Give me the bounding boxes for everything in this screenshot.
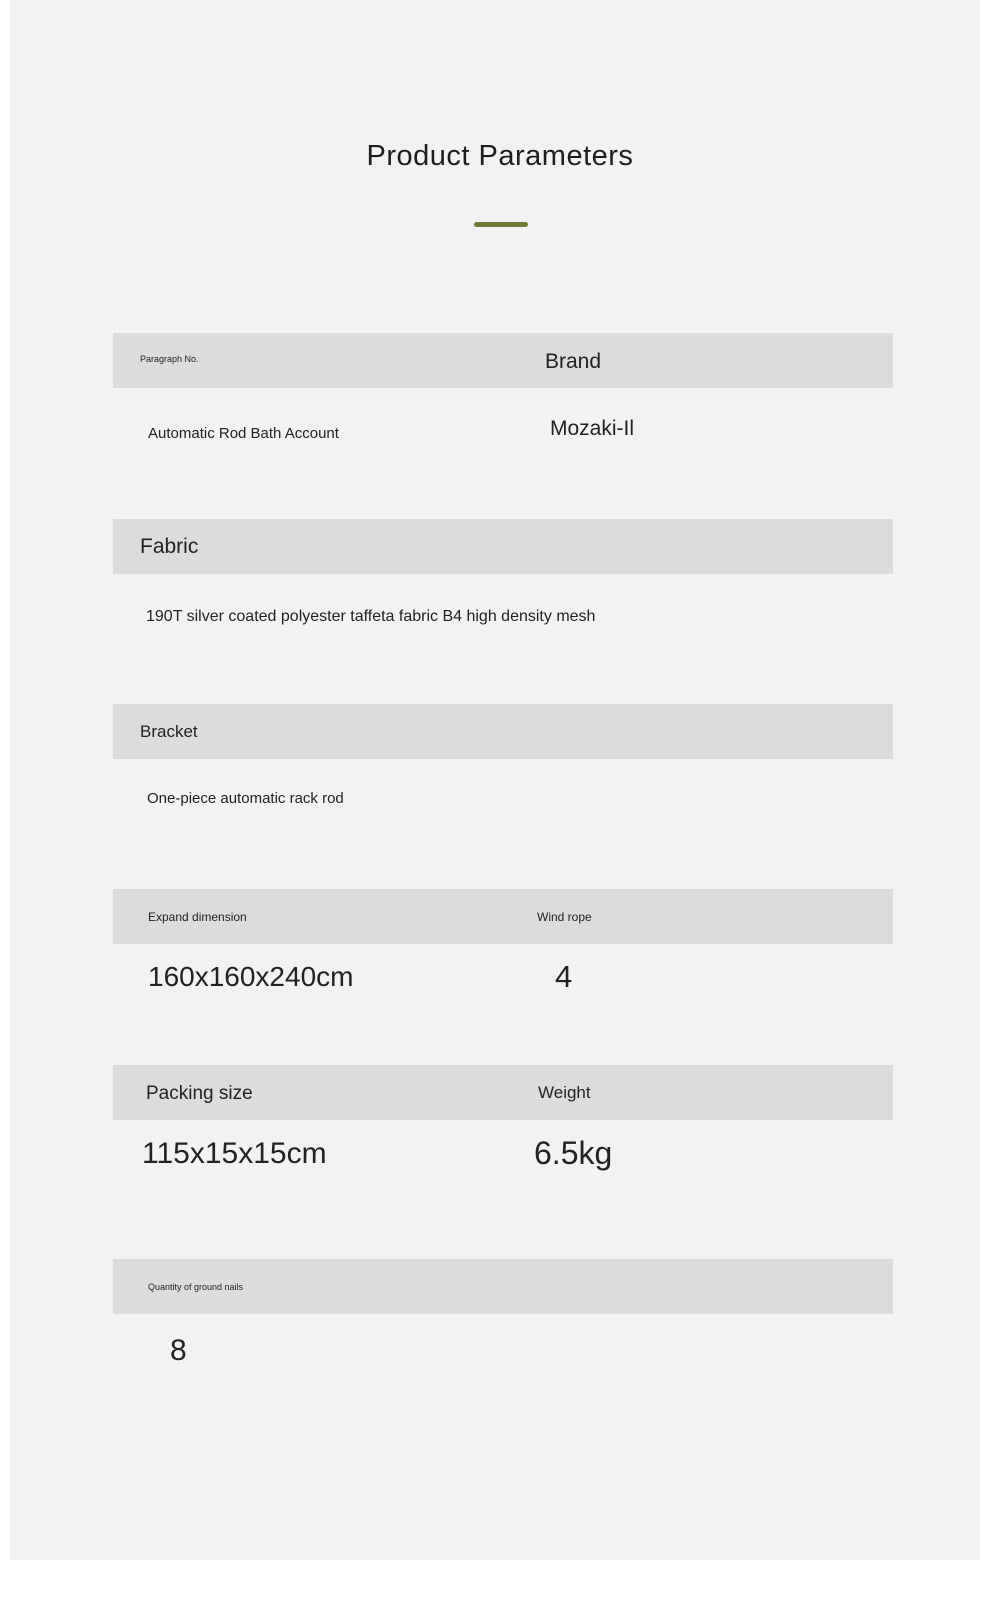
- fabric-value: 190T silver coated polyester taffeta fabric B4 high density mesh: [146, 608, 596, 625]
- weight-label: Weight: [538, 1083, 591, 1102]
- packing-size-label: Packing size: [146, 1083, 253, 1104]
- expand-dimension-value: 160x160x240cm: [148, 961, 354, 992]
- title-underline: [474, 222, 528, 227]
- page-background: [10, 0, 980, 1560]
- bracket-value: One-piece automatic rack rod: [147, 790, 344, 807]
- fabric-label: Fabric: [140, 535, 199, 558]
- wind-rope-value: 4: [555, 959, 573, 994]
- packing-size-value: 115x15x15cm: [142, 1137, 327, 1170]
- ground-nails-label: Quantity of ground nails: [148, 1282, 244, 1292]
- brand-value: Mozaki-Il: [550, 417, 635, 440]
- ground-nails-value: 8: [170, 1334, 187, 1367]
- paragraph-no-value: Automatic Rod Bath Account: [148, 425, 339, 442]
- weight-value: 6.5kg: [534, 1135, 613, 1171]
- page-title: Product Parameters: [366, 140, 634, 172]
- bracket-label: Bracket: [140, 722, 198, 741]
- header-row-fabric: [113, 519, 893, 574]
- paragraph-no-label: Paragraph No.: [140, 354, 199, 364]
- wind-rope-label: Wind rope: [537, 910, 592, 924]
- expand-dimension-label: Expand dimension: [148, 910, 247, 924]
- header-row-bracket: [113, 704, 893, 759]
- brand-label: Brand: [545, 350, 602, 373]
- header-row-paragraph-brand: [113, 333, 893, 388]
